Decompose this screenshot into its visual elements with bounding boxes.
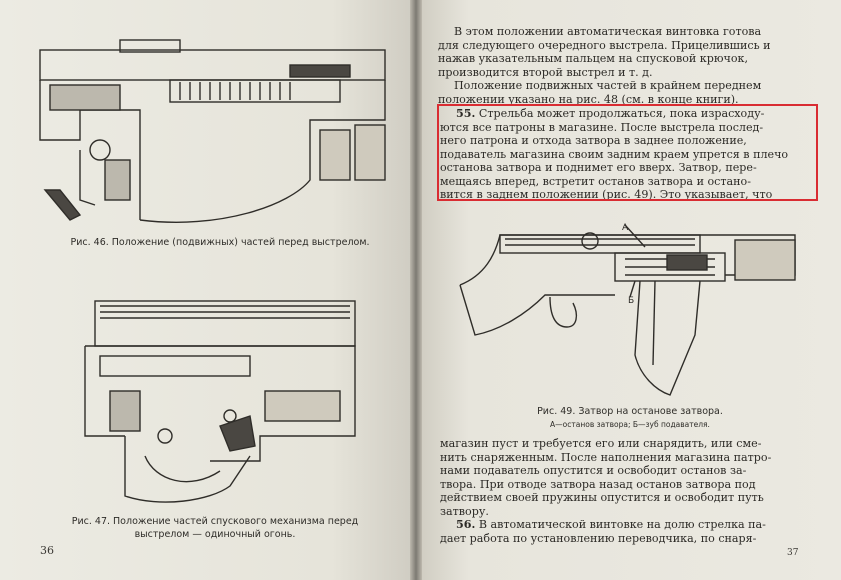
- figure-47-caption-line1: Рис. 47. Положение частей спускового механизма перед: [71, 516, 359, 527]
- text-line: действием своей пружины опустится и освободит путь: [440, 491, 764, 505]
- text-line: дает работа по установлению переводчика, по снаря-: [440, 531, 757, 545]
- text-line: Положение подвижных частей в крайнем переднем: [454, 79, 762, 93]
- text-line: производится второй выстрел и т. д.: [438, 65, 653, 79]
- text-line: [440, 518, 816, 532]
- text-line: нами подаватель опустится и освободит останов за-: [440, 464, 747, 478]
- text-line: вится в заднем положении (рис. 49). Это указывает, что: [440, 188, 773, 202]
- text-line: останова затвора и поднимет его вверх. Затвор, пере-: [440, 161, 757, 175]
- text-line-content: В автоматической винтовке на долю стрелка па-: [478, 518, 766, 532]
- text-line: положении указано на рис. 48 (см. в конце книги).: [438, 92, 739, 106]
- left-page-number: 36: [40, 544, 54, 557]
- figure-49-label-b: Б: [628, 296, 635, 306]
- text-line: ются все патроны в магазине. После выстрела послед-: [440, 120, 764, 134]
- text-line: него патрона и отхода затвора в заднее положение,: [440, 134, 747, 148]
- text-line-content: Стрельба может продолжаться, пока израсходу-: [478, 107, 765, 120]
- text-line: мещаясь вперед, встретит останов затвора и остано-: [440, 174, 751, 188]
- figure-47-caption: [50, 515, 380, 541]
- highlight-box: [437, 104, 818, 201]
- figure-49-label-a: А: [622, 223, 629, 233]
- book-gutter: [410, 0, 422, 580]
- figure-49-caption: Рис. 49. Затвор на останове затвора.: [537, 406, 723, 417]
- figure-47-caption-line2: выстрелом — одиночный огонь.: [134, 529, 296, 540]
- text-line: В этом положении автоматическая винтовка готова: [454, 25, 762, 38]
- right-page-number: 37: [787, 548, 799, 558]
- figure-47-drawing: [70, 296, 370, 508]
- text-line: для следующего очередного выстрела. Прицелившись и: [438, 38, 771, 52]
- paragraph-top: [438, 25, 816, 106]
- paragraph-after-figure: [440, 437, 816, 545]
- figure-46-drawing: [20, 30, 400, 230]
- text-line: магазин пуст и требуется его или снарядить, или сме-: [440, 437, 762, 450]
- text-line: нажав указательным пальцем на спусковой крючок,: [438, 52, 748, 66]
- figure-46-caption: Рис. 46. Положение (подвижных) частей перед выстрелом.: [70, 237, 370, 248]
- text-line: подаватель магазина своим задним краем упрется в плечо: [440, 147, 789, 161]
- text-line: твора. При отводе затвора назад останов затвора под: [440, 477, 756, 491]
- paragraph-number: 55.: [456, 107, 476, 120]
- text-line: нить снаряженным. После наполнения магазина патро-: [440, 450, 772, 464]
- text-line: затвору.: [440, 504, 489, 518]
- figure-49-subcaption: А—останов затвора; Б—зуб подавателя.: [550, 420, 710, 429]
- figure-49-drawing: [455, 215, 815, 410]
- paragraph-number: 56.: [456, 518, 476, 532]
